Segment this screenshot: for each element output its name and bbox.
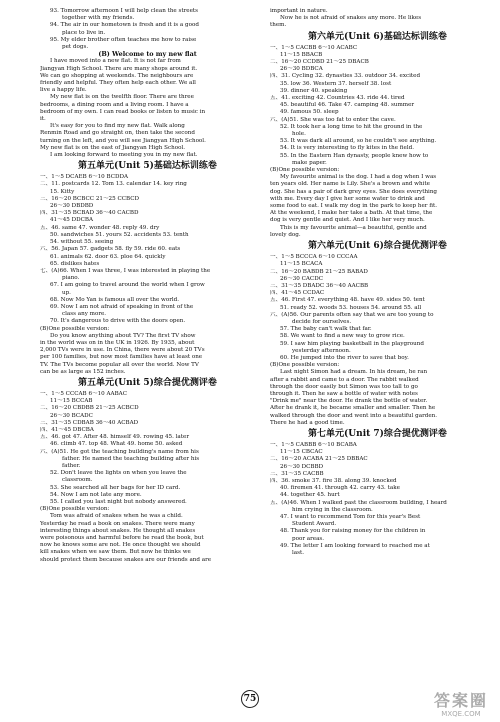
text-line: 一、1～5 DCAEB 6～10 BCDDA (40, 174, 129, 181)
text-line: 53. She searched all her bags for her ID card. (50, 484, 181, 491)
text-line: (B)One possible version: (270, 167, 340, 174)
text-line: 58. We want to find a new way to grow rice. (280, 333, 405, 340)
text-line: This is my favourite animal—a beautiful, gentle and (280, 224, 427, 231)
text-line: 三、16～20 BCBCC 21～25 CCBCD (40, 195, 139, 202)
text-line: interesting things about snakes. He thought all snakes (40, 527, 196, 534)
text-line: it. (40, 116, 46, 123)
text-line: Tom was afraid of snakes when he was a child. (50, 513, 183, 520)
text-line: 45. beautiful 46. Take 47. camping 48. summer (280, 102, 415, 109)
text-line: friendly and helpful. They often help each other. We all (40, 80, 196, 87)
text-line: 26～30 BDBCA (280, 66, 323, 73)
text-line: 94. The air in our hometown is fresh and it is a good (50, 22, 199, 29)
text-line: hole. (292, 131, 306, 138)
text-line: 41～45 DDCBA (50, 217, 94, 224)
text-line: in the world was on in the UK in 1926. By 1935, about (40, 339, 195, 346)
text-line: 49. famous 50. sleep (280, 109, 339, 116)
text-line: 48. Thank you for raising money for the children in (280, 528, 426, 535)
text-line: 54. It is very interesting to fly kites in the field. (280, 145, 414, 152)
page-footer (0, 690, 500, 708)
text-line: My new flat is on the twelfth floor. There are three (50, 94, 194, 101)
text-line: 六、(A)51. He got the teaching building's name from his (40, 448, 199, 455)
passage-title: (B) Welcome to my new flat (98, 51, 197, 59)
text-line: live a happy life. (40, 87, 87, 94)
text-line: 四、41～45 DBCBA (40, 426, 94, 433)
text-line: together with my friends. (62, 15, 135, 22)
section-heading: 第五单元(Unit 5)基础达标训练卷 (78, 161, 217, 172)
text-line: 67. I am going to travel around the world when I grow (50, 282, 205, 289)
text-line: per 100 families, but now most families have at least one (40, 354, 203, 361)
text-line: 11～15 BCCAB (50, 398, 93, 405)
text-line: 三、31～35 DBADC 36～40 AACBB (270, 282, 369, 289)
text-line: 40. firemen 41. through 42. carry 43. take (280, 485, 400, 492)
text-line: can be as large as 152 inches. (40, 368, 126, 375)
text-line: 61. animals 62. door 63. ploe 64. quickly (50, 253, 166, 260)
text-line: Do you know anything about TV? The first TV show (50, 332, 196, 339)
text-line: 三、31～35 CACBB (270, 470, 324, 477)
text-line: 68. Now Mo Yan is famous all over the world. (50, 296, 180, 303)
text-line: 五、46. First 47. everything 48. have 49. sides 50. tent (270, 297, 425, 304)
text-line: up. (62, 289, 71, 296)
page-number: 75 (241, 690, 259, 708)
text-line: Last night Simon had a dream. In his dream, he ran (280, 369, 428, 376)
text-line: 52. It took her a long time to hit the ground in the (280, 123, 423, 130)
text-line: through it. Then he saw a bottle of water with notes (270, 390, 418, 397)
text-line: 一、1～5 CCCAB 6～10 AABAC (40, 390, 128, 397)
text-line: 五、(A)46. When I walked past the classroom building, I heard (270, 499, 447, 506)
text-line: lovely dog. (270, 231, 301, 238)
text-line: classroom. (62, 477, 93, 484)
text-line: important in nature. (270, 8, 328, 14)
text-line: It's easy for you to find my new flat. Walk along (50, 123, 185, 130)
text-line: make paper. (292, 159, 327, 166)
text-line: There he had a good time. (270, 419, 345, 426)
text-line: 五、46. got 47. After 48. himself 49. rowing 45. later (40, 434, 190, 441)
text-line: (B)One possible version: (40, 506, 110, 513)
text-line: 26～30 CACDC (280, 275, 323, 282)
text-line: 26～30 BCADC (50, 412, 93, 419)
text-line: 五、46. same 47. wonder 48. reply 49. dry (40, 224, 160, 231)
text-line: 11～15 CBCAC (280, 449, 323, 456)
text-line: father. (62, 462, 81, 469)
text-line: 35. low 36. Western 37. herself 38. lost (280, 80, 392, 87)
text-line: 四、36. smoke 37. fire 38. along 39. knocked (270, 477, 397, 484)
text-line: pet dogs. (62, 44, 89, 51)
text-line: walked through the door and went into a beautiful garden. (270, 412, 438, 419)
text-line: 26～30 DBDBD (50, 203, 94, 210)
text-line: 54. without 55. seeing (50, 239, 114, 246)
text-line: father. He named the teaching building after his (62, 455, 200, 462)
text-line: 95. My elder brother often teaches me how to raise (50, 36, 197, 43)
text-line: We can go shopping at weekends. The neighbours are (40, 72, 194, 79)
right-column (270, 8, 485, 557)
text-line: Jiangyan High School. There are many shops around it. (40, 65, 198, 72)
text-line: 69. Now I am not afraid of speaking in front of the (50, 303, 194, 310)
text-line: 六、(A)56. Our parents often say that we are too young to (270, 311, 434, 318)
text-line: At the weekend, I make her take a bath. At that time, the (270, 210, 433, 217)
text-line: 39. dinner 40. speaking (280, 87, 348, 94)
text-line: 46. climb 47. top 48. What 49. home 50. asked (50, 441, 183, 448)
text-line: 二、16～20 CBDBB 21～25 ACBCD (40, 405, 139, 412)
text-line: last. (292, 550, 305, 557)
text-line: After he drank it, he became smaller and smaller. Then he (270, 405, 436, 412)
text-line: 57. The baby can't walk that far. (280, 326, 372, 333)
text-line: kill snakes when we saw them. But now he thinks we (40, 549, 191, 556)
text-line: 一、1～5 CACBB 6～10 ACABC (270, 44, 358, 51)
text-line: them. (270, 22, 287, 29)
text-line: 二、16～20 BABDB 21～25 BABAD (270, 268, 368, 275)
text-line: 五、41. exciting 42. Countries 43. ride 44. tired (270, 95, 405, 102)
text-line: 50. sandwiches 51. yours 52. accidents 53. tenth (50, 231, 189, 238)
text-line: 55. In the Eastern Han dynasty, people knew how to (280, 152, 429, 159)
text-line: after a rabbit and came to a door. The rabbit walked (270, 376, 419, 383)
text-line: I have moved into a new flat. It is not far from (50, 58, 181, 65)
watermark-logo: 答案圈 (433, 691, 488, 710)
text-line: 47. I want to recommend Tom for this year's Best (280, 514, 421, 520)
text-line: poor areas. (292, 535, 325, 542)
watermark (428, 692, 494, 718)
text-line: 52. Don't leave the lights on when you leave the (50, 470, 187, 477)
text-line: 26～30 DCBBD (280, 463, 324, 470)
text-line: him crying in the classroom. (292, 506, 373, 513)
text-line: 59. I saw him playing basketball in the playground (280, 340, 424, 347)
text-line: (B)One possible version: (40, 325, 110, 332)
text-line: class any more. (62, 311, 107, 318)
text-line: 51. ready 52. woods 53. houses 54. around 55. all (280, 304, 422, 311)
text-line: 54. Now I am not late any more. (50, 491, 142, 498)
text-line: 七、(A)66. When I was three, I was interested in playing the (40, 267, 211, 274)
text-line: 2,000 TVs were in use. In China, there were about 20 TVs (40, 347, 205, 354)
text-line: 六、56. Japan 57. gadgets 58. fly 59. ride 60. eats (40, 246, 181, 253)
text-line: 15. Kitty (50, 188, 75, 195)
text-line: 一、1～5 CABBB 6～10 BCABA (270, 441, 357, 448)
text-line: I am looking forward to meeting you in my new flat. (50, 152, 198, 159)
text-line: place to live in. (62, 29, 106, 36)
text-line: decide for ourselves. (292, 318, 352, 325)
text-line: 二、11. postcards 12. Tom 13. calendar 14. key ring (40, 181, 187, 188)
section-heading: 第五单元(Unit 5)综合提优测评卷 (78, 377, 217, 388)
text-line: should protect them because snakes are our friends and are (40, 556, 212, 563)
text-line: 49. The letter I am looking forward to reached me at (280, 542, 430, 549)
text-line: My new flat is on the east of Jiangyan High School. (40, 144, 186, 151)
text-line: 60. He jumped into the river to save that boy. (280, 354, 409, 361)
watermark-url: MXQE.COM (441, 710, 481, 718)
text-line: some food to eat. I walk my dog in the park to keep her fit. (270, 203, 438, 210)
text-line: bedrooms, a dining room and a living room. I have a (40, 101, 189, 108)
text-line: Yesterday he read a book on snakes. There were many (40, 520, 195, 527)
section-heading: 第七单元(Unit 7)综合提优测评卷 (308, 428, 447, 439)
left-column (40, 8, 255, 564)
text-line: ten years old. Her name is Lily. She's a brown and white (270, 181, 430, 188)
text-line: Student Award. (292, 521, 337, 528)
text-line: bedroom of my own. I can read books or listen to music in (40, 108, 206, 115)
section-heading: 第六单元(Unit 6)基础达标训练卷 (308, 31, 447, 42)
text-line: 四、31～35 BCBAD 36～40 CACBD (40, 210, 139, 217)
text-line: 二、16～20 CCDBD 21～25 DBACB (270, 59, 369, 66)
text-line: 六、(A)51. She was too fat to enter the cave. (270, 116, 396, 123)
section-heading: 第六单元(Unit 6)综合提优测评卷 (308, 241, 447, 252)
text-line: through the door easily but Simon was too tall to go (270, 383, 418, 390)
text-line: (B)One possible version: (270, 362, 340, 369)
text-line: 四、41～45 CCDAC (270, 290, 325, 297)
text-line: dog is very gentle and quiet. And I like her very much. (270, 217, 425, 224)
text-line: 70. It's dangerous to drive with the doors open. (50, 318, 186, 325)
text-line: "Drink me" near the door. He drank the bottle of water. (270, 398, 428, 405)
text-line: 11～15 BBACB (280, 51, 323, 58)
text-line: with me. Every day I give her some water to drink and (270, 195, 425, 202)
text-line: Renmin Road and go straight on, then take the second (40, 130, 195, 137)
text-line: Now he is not afraid of snakes any more. He likes (280, 15, 422, 22)
text-line: 65. dislikes hates (50, 260, 100, 267)
text-line: 一、1～5 BCCCA 6～10 CCCAA (270, 254, 358, 261)
text-line: piano. (62, 275, 80, 282)
text-line: 93. Tomorrow afternoon I will help clean the streets (50, 8, 199, 14)
text-line: 四、31. Cycling 32. dynasties 33. outdoor 34. excited (270, 73, 421, 80)
text-line: now he knows some are not. He once thought we should (40, 542, 201, 549)
text-line: turning on the left, and you will see Jiangyan High School. (40, 137, 206, 144)
text-line: 11～15 BCACA (280, 261, 323, 268)
text-line: 53. It was dark all around, so he couldn't see anything. (280, 138, 437, 145)
text-line: dog. She has a pair of dark grey eyes. She does everything (270, 188, 438, 195)
text-line: 二、16～20 ACABA 21～25 DBBAC (270, 456, 368, 463)
text-line: yesterday afternoon. (292, 347, 351, 354)
text-line: were poisonous and harmful before he read the book, but (40, 535, 204, 542)
text-line: 55. I called you last night but nobody answered. (50, 499, 187, 505)
text-line: 三、31～35 CDBAB 36～40 ACBAD (40, 419, 139, 426)
text-line: TV. The TVs become popular all over the world. Now TV (40, 361, 199, 368)
text-line: 44. together 45. hurt (280, 492, 340, 499)
text-line: My favourite animal is the dog. I had a dog when I was (280, 174, 437, 181)
